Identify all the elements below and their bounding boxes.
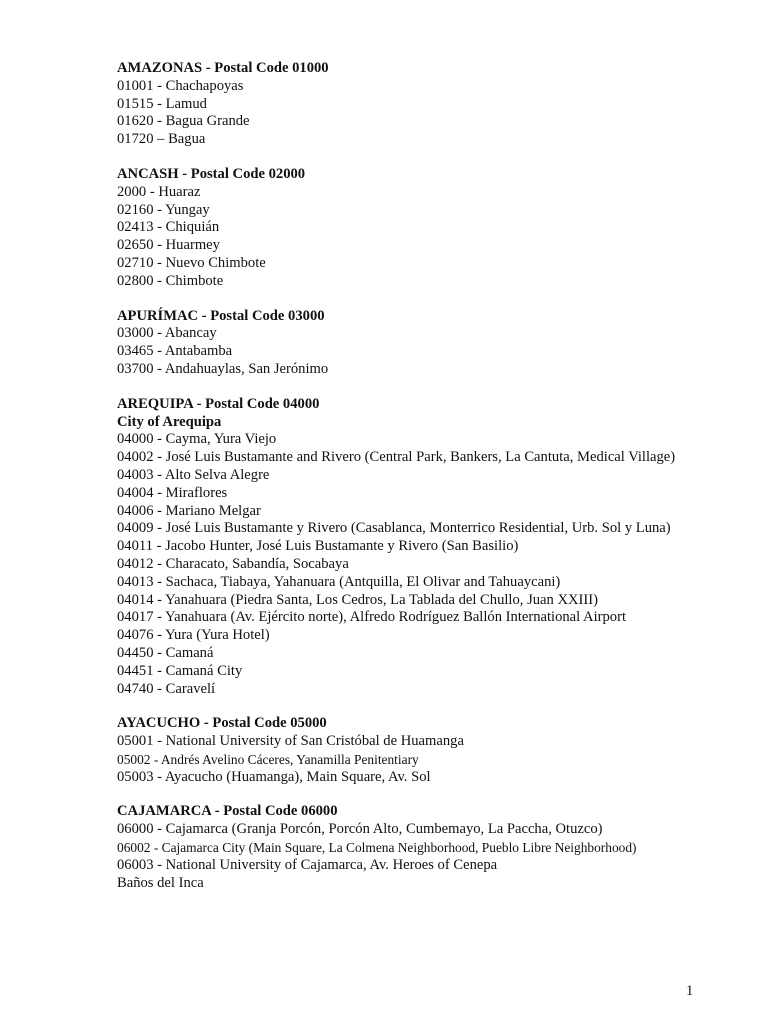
postal-code-entry: 2000 - Huaraz <box>117 183 201 200</box>
postal-code-entry: 02160 - Yungay <box>117 201 210 218</box>
postal-code-entry: 02800 - Chimbote <box>117 272 224 289</box>
postal-code-entry: 04006 - Mariano Melgar <box>117 502 261 519</box>
postal-code-entry: 04000 - Cayma, Yura Viejo <box>117 431 277 448</box>
postal-code-entry: 05001 - National University of San Cristóbal de Huamanga <box>117 733 464 750</box>
postal-code-entry: 05003 - Ayacucho (Huamanga), Main Square, Av. Sol <box>117 768 431 785</box>
postal-code-entry: 04002 - José Luis Bustamante and Rivero (Central Park, Bankers, La Cantuta, Medical Village) <box>117 449 676 466</box>
postal-code-entry: 04011 - Jacobo Hunter, José Luis Bustamante y Rivero (San Basilio) <box>117 538 519 555</box>
region-section <box>117 396 757 699</box>
region-section <box>117 60 757 149</box>
postal-code-entry: 04003 - Alto Selva Alegre <box>117 466 270 483</box>
postal-code-entry: 04013 - Sachaca, Tiabaya, Yahanuara (Antquilla, El Olivar and Tahuaycani) <box>117 573 561 590</box>
region-section <box>117 803 757 892</box>
section-heading: ANCASH - Postal Code 02000 <box>117 165 306 182</box>
postal-code-entry: 04076 - Yura (Yura Hotel) <box>117 627 270 644</box>
section-heading: AMAZONAS - Postal Code 01000 <box>117 60 329 76</box>
postal-code-entry: 06002 - Cajamarca City (Main Square, La Colmena Neighborhood, Pueblo Libre Neighborhood) <box>117 840 637 856</box>
section-heading: APURÍMAC - Postal Code 03000 <box>117 307 325 324</box>
document-body <box>117 60 757 909</box>
postal-code-entry: 02650 - Huarmey <box>117 237 220 254</box>
region-section <box>117 715 757 786</box>
postal-code-entry: 04017 - Yanahuara (Av. Ejército norte), Alfredo Rodríguez Ballón International Airport <box>117 609 627 626</box>
postal-code-entry: 01001 - Chachapoyas <box>117 77 244 94</box>
region-section <box>117 308 757 379</box>
section-heading: CAJAMARCA - Postal Code 06000 <box>117 803 338 820</box>
section-heading: AYACUCHO - Postal Code 05000 <box>117 715 327 732</box>
postal-code-entry: 02413 - Chiquián <box>117 219 220 236</box>
postal-code-entry: 04012 - Characato, Sabandía, Socabaya <box>117 555 349 572</box>
postal-code-entry: Baños del Inca <box>117 874 204 891</box>
postal-code-entry: 01515 - Lamud <box>117 95 207 112</box>
postal-code-entry: 01620 - Bagua Grande <box>117 113 250 130</box>
postal-code-entry: 04009 - José Luis Bustamante y Rivero (Casablanca, Monterrico Residential, Urb. Sol y Luna) <box>117 520 671 537</box>
postal-code-entry: 04014 - Yanahuara (Piedra Santa, Los Cedros, La Tablada del Chullo, Juan XXIII) <box>117 591 599 608</box>
subheading: City of Arequipa <box>117 413 222 430</box>
postal-code-entry: 06003 - National University of Cajamarca, Av. Heroes of Cenepa <box>117 856 498 873</box>
page-number: 1 <box>686 983 694 999</box>
postal-code-entry: 04451 - Camaná City <box>117 662 243 679</box>
postal-code-entry: 02710 - Nuevo Chimbote <box>117 254 266 271</box>
postal-code-entry: 03000 - Abancay <box>117 325 217 342</box>
postal-code-entry: 01720 – Bagua <box>117 131 206 148</box>
postal-code-entry: 04740 - Caravelí <box>117 680 216 697</box>
postal-code-entry: 04450 - Camaná <box>117 644 214 661</box>
postal-code-entry: 06000 - Cajamarca (Granja Porcón, Porcón Alto, Cumbemayo, La Paccha, Otuzco) <box>117 821 603 838</box>
postal-code-entry: 04004 - Miraflores <box>117 484 228 501</box>
postal-code-entry: 05002 - Andrés Avelino Cáceres, Yanamilla Penitentiary <box>117 751 419 767</box>
section-heading: AREQUIPA - Postal Code 04000 <box>117 395 320 412</box>
region-section <box>117 166 757 291</box>
postal-code-entry: 03465 - Antabamba <box>117 343 233 360</box>
postal-code-entry: 03700 - Andahuaylas, San Jerónimo <box>117 360 329 377</box>
